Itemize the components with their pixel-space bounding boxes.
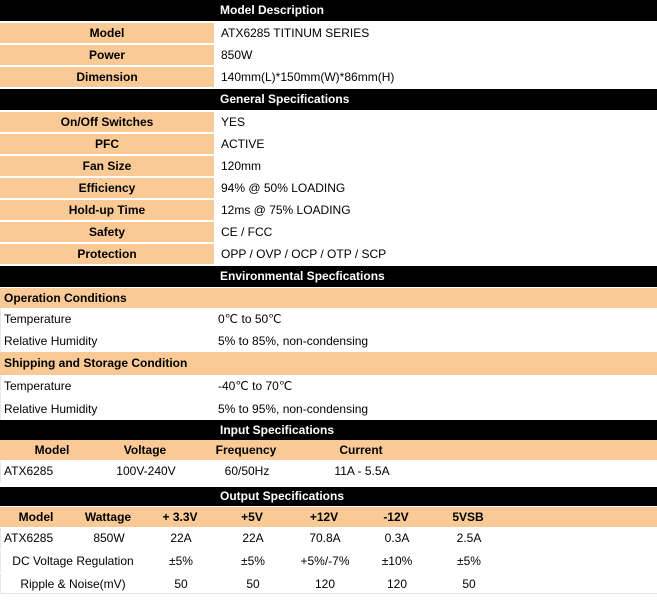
regulation-5vsb: ±5% xyxy=(457,554,481,568)
env-row-temperature xyxy=(0,375,657,398)
input-cell-frequency: 60/50Hz xyxy=(224,464,270,478)
output-ripple-row xyxy=(0,574,657,594)
output-cell-5v: 22A xyxy=(242,531,264,545)
spec-label: Protection xyxy=(0,244,214,264)
section-header-input-specifications: Input Specifications xyxy=(0,420,657,440)
input-cell-voltage: 100V-240V xyxy=(116,464,176,478)
spec-label: PFC xyxy=(0,134,214,154)
env-row-temperature xyxy=(0,308,657,330)
section-header-general-specifications: General Specifications xyxy=(0,89,657,110)
spec-value: CE / FCC xyxy=(221,225,273,239)
input-cell-model: ATX6285 xyxy=(4,464,54,478)
spec-value: 850W xyxy=(221,48,253,62)
regulation-neg12v: ±10% xyxy=(381,554,413,568)
spec-value: YES xyxy=(221,115,246,129)
section-header-environmental-specifications: Environmental Specfications xyxy=(0,266,657,287)
spec-row-efficiency xyxy=(0,178,657,198)
spec-row-safety xyxy=(0,222,657,242)
spec-value: ACTIVE xyxy=(221,137,265,151)
output-cell-neg12v: 0.3A xyxy=(384,531,410,545)
spec-value: 12ms @ 75% LOADING xyxy=(221,203,351,217)
spec-value: OPP / OVP / OCP / OTP / SCP xyxy=(221,247,387,261)
spec-value: 140mm(L)*150mm(W)*86mm(H) xyxy=(221,70,395,84)
spec-row-model xyxy=(0,23,657,43)
env-row-relative-humidity xyxy=(0,398,657,420)
spec-label: On/Off Switches xyxy=(0,112,214,132)
spec-label: Hold-up Time xyxy=(0,200,214,220)
spec-row-dimension xyxy=(0,67,657,87)
output-col-3v3: + 3.3V xyxy=(162,510,198,524)
env-value: 0℃ to 50℃ xyxy=(218,312,282,326)
spec-label: Dimension xyxy=(0,67,214,87)
input-col-voltage: Voltage xyxy=(123,443,167,457)
output-table-row xyxy=(0,528,657,549)
spec-row-on-off-switches xyxy=(0,112,657,132)
output-cell-12v: 70.8A xyxy=(309,531,341,545)
regulation-3v3: ±5% xyxy=(169,554,193,568)
spec-row-fan-size xyxy=(0,156,657,176)
regulation-12v: +5%/-7% xyxy=(300,554,350,568)
input-col-current: Current xyxy=(339,443,383,457)
ripple-3v3: 50 xyxy=(174,577,188,591)
output-regulation-row xyxy=(0,551,657,572)
spec-label: Efficiency xyxy=(0,178,214,198)
regulation-label: DC Voltage Regulation xyxy=(12,554,134,568)
output-cell-5vsb: 2.5A xyxy=(456,531,482,545)
subsection-operation-conditions: Operation Conditions xyxy=(0,288,657,308)
ripple-5v: 50 xyxy=(246,577,260,591)
ripple-12v: 120 xyxy=(314,577,336,591)
spec-label: Power xyxy=(0,45,214,65)
env-label: Temperature xyxy=(4,379,72,393)
output-table-header xyxy=(0,507,657,527)
output-cell-wattage: 850W xyxy=(93,531,125,545)
spec-label: Model xyxy=(0,23,214,43)
spec-row-hold-up-time xyxy=(0,200,657,220)
env-value: 5% to 95%, non-condensing xyxy=(218,402,369,416)
input-table-header xyxy=(0,440,657,460)
env-label: Relative Humidity xyxy=(4,334,98,348)
spec-row-protection xyxy=(0,244,657,264)
spec-label: Fan Size xyxy=(0,156,214,176)
output-cell-3v3: 22A xyxy=(170,531,192,545)
spec-value: ATX6285 TITINUM SERIES xyxy=(221,26,370,40)
env-row-relative-humidity xyxy=(0,330,657,352)
section-header-model-description: Model Description xyxy=(0,0,657,21)
spec-value: 94% @ 50% LOADING xyxy=(221,181,346,195)
output-col-wattage: Wattage xyxy=(84,510,132,524)
section-header-output-specifications: Output Specifications xyxy=(0,487,657,506)
output-cell-model: ATX6285 xyxy=(4,531,54,545)
output-col-neg12v: -12V xyxy=(383,510,409,524)
output-col-5vsb: 5VSB xyxy=(452,510,484,524)
output-col-12v: +12V xyxy=(309,510,339,524)
output-col-5v: +5V xyxy=(241,510,263,524)
spec-row-pfc xyxy=(0,134,657,154)
input-cell-current: 11A - 5.5A xyxy=(334,464,390,478)
input-table-row xyxy=(0,461,657,482)
input-col-frequency: Frequency xyxy=(215,443,277,457)
env-label: Relative Humidity xyxy=(4,402,98,416)
ripple-5vsb: 50 xyxy=(462,577,476,591)
subsection-shipping-storage-condition: Shipping and Storage Condition xyxy=(0,352,657,375)
spec-label: Safety xyxy=(0,222,214,242)
env-value: -40℃ to 70℃ xyxy=(218,379,293,393)
spec-value: 120mm xyxy=(221,159,262,173)
input-col-model: Model xyxy=(34,443,70,457)
env-label: Temperature xyxy=(4,312,72,326)
output-col-model: Model xyxy=(18,510,54,524)
ripple-neg12v: 120 xyxy=(386,577,408,591)
regulation-5v: ±5% xyxy=(241,554,265,568)
ripple-label: Ripple & Noise(mV) xyxy=(20,577,126,591)
env-value: 5% to 85%, non-condensing xyxy=(218,334,369,348)
spec-row-power xyxy=(0,45,657,65)
